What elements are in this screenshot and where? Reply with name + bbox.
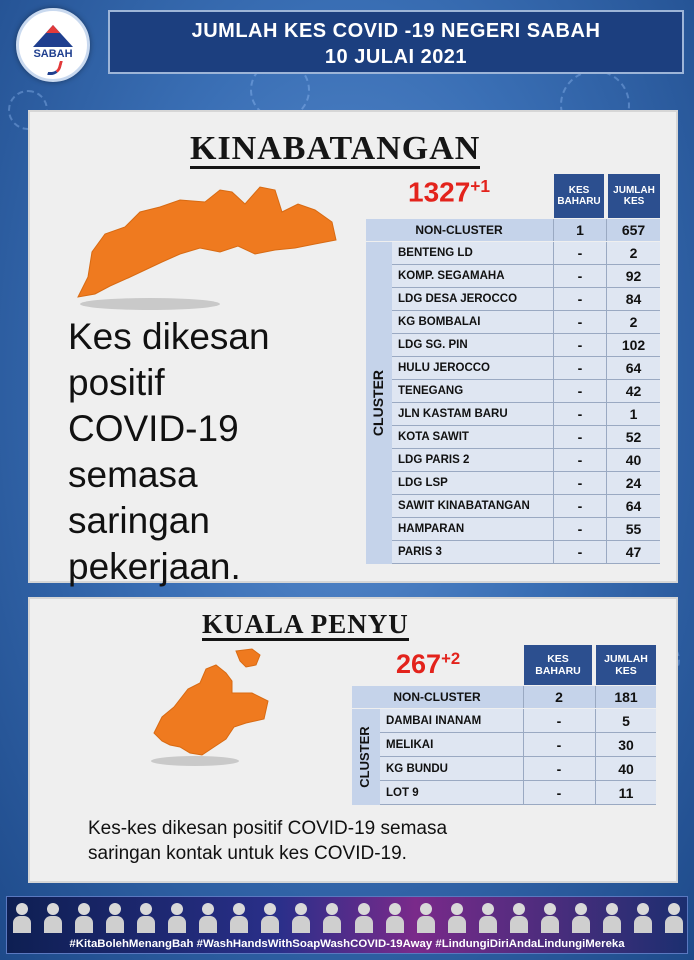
table-row: LOT 9 - 11 (380, 781, 656, 805)
person-icon (603, 903, 621, 933)
kuala-penyu-total: $267^{+2}$ (396, 649, 461, 680)
header-date: 10 JULAI 2021 (324, 46, 468, 68)
table-row: KG BOMBALAI - 2 (392, 311, 660, 334)
table-row: LDG DESA JEROCCO - 84 (392, 288, 660, 311)
cluster-label: CLUSTER (370, 369, 386, 437)
table-row: LDG LSP - 24 (392, 472, 660, 495)
person-icon (292, 903, 310, 933)
table-row: DAMBAI INANAM - 5 (380, 709, 656, 733)
logo-text: SABAH (33, 48, 73, 60)
table-row: MELIKAI - 30 (380, 733, 656, 757)
person-icon (386, 903, 404, 933)
district-title: KUALA PENYU (202, 609, 409, 639)
cluster-label: CLUSTER (357, 726, 372, 788)
kuala-penyu-panel (28, 597, 678, 883)
person-icon (541, 903, 559, 933)
col-header-new: KES BAHARU (554, 174, 604, 218)
table-row: KOMP. SEGAMAHA - 92 (392, 265, 660, 288)
table-row: BENTENG LD - 2 (392, 242, 660, 265)
header-banner (108, 10, 684, 74)
person-icon (199, 903, 217, 933)
col-header-total: JUMLAH KES (596, 645, 656, 685)
person-icon (479, 903, 497, 933)
person-icon (137, 903, 155, 933)
header-title: JUMLAH KES COVID -19 NEGERI SABAH (191, 20, 601, 42)
table-row: SAWIT KINABATANGAN - 64 (392, 495, 660, 518)
kinabatangan-map (70, 182, 340, 312)
district-title: KINABATANGAN (190, 130, 481, 167)
person-icon (355, 903, 373, 933)
person-icon (417, 903, 435, 933)
person-icon (665, 903, 683, 933)
frontliners-illustration (13, 901, 683, 933)
person-icon (634, 903, 652, 933)
person-icon (510, 903, 528, 933)
person-icon (261, 903, 279, 933)
person-icon (106, 903, 124, 933)
person-icon (323, 903, 341, 933)
person-icon (448, 903, 466, 933)
footer-banner (6, 896, 688, 954)
table-row: KG BUNDU - 40 (380, 757, 656, 781)
person-icon (75, 903, 93, 933)
table-row: TENEGANG - 42 (392, 380, 660, 403)
non-cluster-row: NON-CLUSTER 2 181 (352, 686, 656, 708)
person-icon (230, 903, 248, 933)
kinabatangan-description: Kes dikesan positif COVID-19 semasa saringan pekerjaan. (68, 316, 270, 587)
table-row: LDG PARIS 2 - 40 (392, 449, 660, 472)
sabah-logo (16, 8, 90, 82)
kuala-penyu-description: Kes-kes dikesan positif COVID-19 semasa saringan kontak untuk kes COVID-19. (88, 818, 448, 864)
person-icon (13, 903, 31, 933)
table-row: HULU JEROCCO - 64 (392, 357, 660, 380)
person-icon (44, 903, 62, 933)
kuala-penyu-map (140, 647, 270, 767)
kinabatangan-total: $1327^{+1}$ (408, 176, 491, 208)
footer-hashtags: #KitaBolehMenangBah #WashHandsWithSoapWashCOVID-19Away #LindungiDiriAndaLindungiMereka (69, 938, 625, 950)
table-row: HAMPARAN - 55 (392, 518, 660, 541)
table-row: KOTA SAWIT - 52 (392, 426, 660, 449)
person-icon (572, 903, 590, 933)
col-header-total: JUMLAH KES (608, 174, 660, 218)
non-cluster-row: NON-CLUSTER 1 657 (366, 219, 660, 241)
kinabatangan-panel (28, 110, 678, 587)
person-icon (168, 903, 186, 933)
table-row: LDG SG. PIN - 102 (392, 334, 660, 357)
col-header-new: KES BAHARU (524, 645, 592, 685)
table-row: PARIS 3 - 47 (392, 541, 660, 564)
table-row: JLN KASTAM BARU - 1 (392, 403, 660, 426)
